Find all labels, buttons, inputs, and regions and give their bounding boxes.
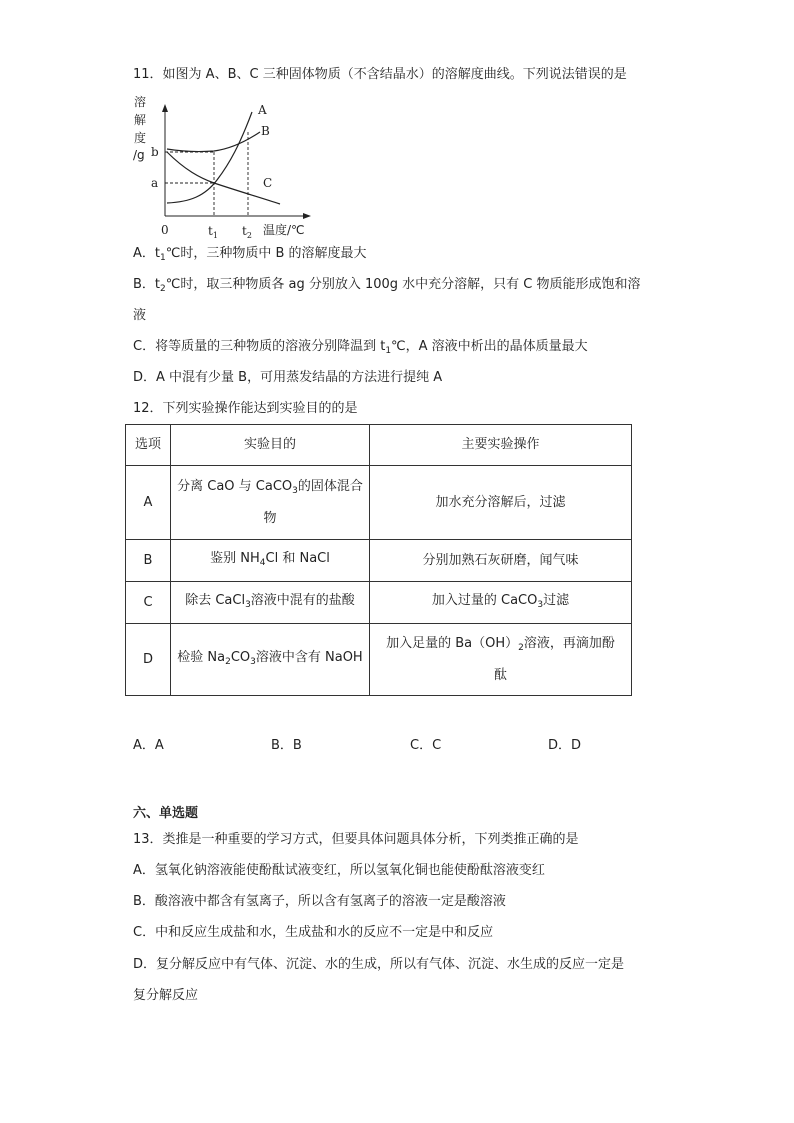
row-a-operation: 加水充分溶解后，过滤: [370, 466, 632, 540]
row-b-option: B: [126, 540, 171, 582]
q11-option-b-cont: 液: [133, 308, 147, 323]
q13-option-a: A．氢氧化钠溶液能使酚酞试液变红，所以氢氧化铜也能使酚酞溶液变红: [133, 863, 545, 878]
q12-choice-b: B．B: [271, 738, 302, 753]
row-b-goal: 鉴别 $NH_4Cl$ 和 NaCl: [171, 540, 370, 582]
section-heading: 六、单选题: [133, 806, 199, 821]
q13-option-d-cont: 复分解反应: [133, 988, 199, 1003]
q13-title: 13．类推是一种重要的学习方式，但要具体问题具体分析，下列类推正确的是: [133, 832, 579, 847]
experiment-table: [125, 424, 632, 696]
curve-a-label: A: [258, 103, 267, 117]
table-header-row: [126, 425, 632, 466]
origin-label: 0: [161, 223, 169, 237]
x-axis-arrow: [303, 213, 311, 219]
row-c-operation: 加入过量的 CaCO$_3$过滤: [370, 582, 632, 624]
tick-t1: $t_1$: [208, 224, 218, 240]
tick-b: b: [151, 145, 159, 159]
table-row: [126, 624, 632, 696]
y-label-3: 度: [134, 131, 147, 145]
q12-choice-d: D．D: [548, 738, 582, 753]
q11-title: 11．如图为 A、B、C 三种固体物质（不含结晶水）的溶解度曲线。下列说法错误的是: [133, 67, 627, 82]
curve-a: [167, 112, 252, 203]
curve-c-label: C: [263, 176, 273, 190]
header-operation: 主要实验操作: [370, 425, 632, 466]
row-a-goal: 分离 CaO 与 CaCO$_3$的固体混合 物: [171, 466, 370, 540]
q11-option-b: B．$t_2℃$时，取三种物质各 ag 分别放入 100g 水中充分溶解，只有 C 物质能形成饱和溶: [133, 277, 641, 294]
header-option: 选项: [126, 425, 171, 466]
q12-title: 12．下列实验操作能达到实验目的的是: [133, 401, 358, 416]
row-a-option: A: [126, 466, 171, 540]
row-c-option: C: [126, 582, 171, 624]
y-label-1: 溶: [134, 95, 147, 109]
table-row: [126, 540, 632, 582]
q11-option-c: C．将等质量的三种物质的溶液分别降温到 $t_1℃$，A 溶液中析出的晶体质量最大: [133, 339, 588, 356]
tick-a: a: [151, 176, 159, 190]
y-label-4: /g: [133, 148, 145, 162]
y-label-2: 解: [134, 113, 147, 127]
q12-choice-a: A．A: [133, 738, 164, 753]
row-d-goal: 检验 $Na_2CO_3$溶液中含有 NaOH: [171, 624, 370, 696]
tick-t2: $t_2$: [242, 224, 252, 240]
q11-option-d: D．A 中混有少量 B，可用蒸发结晶的方法进行提纯 A: [133, 370, 443, 385]
q13-option-d: D．复分解反应中有气体、沉淀、水的生成，所以有气体、沉淀、水生成的反应一定是: [133, 957, 625, 972]
header-goal: 实验目的: [171, 425, 370, 466]
q13-option-c: C．中和反应生成盐和水，生成盐和水的反应不一定是中和反应: [133, 925, 494, 940]
x-axis-label: 温度/℃: [263, 223, 305, 237]
curve-b-label: B: [261, 124, 270, 138]
table-row: [126, 466, 632, 540]
table-row: [126, 582, 632, 624]
q12-choice-c: C．C: [410, 738, 442, 753]
y-axis-arrow: [162, 104, 168, 112]
row-d-option: D: [126, 624, 171, 696]
curve-b: [167, 132, 260, 152]
q11-option-a: A．$t_1℃$时，三种物质中 B 的溶解度最大: [133, 246, 367, 263]
row-b-operation: 分别加熟石灰研磨，闻气味: [370, 540, 632, 582]
row-d-operation: 加入足量的 $Ba(OH)_2$溶液，再滴加酚 酞: [370, 624, 632, 696]
row-c-goal: 除去 CaCl$_3$溶液中混有的盐酸: [171, 582, 370, 624]
solubility-graph: [130, 92, 320, 242]
q13-option-b: B．酸溶液中都含有氢离子，所以含有氢离子的溶液一定是酸溶液: [133, 894, 506, 909]
